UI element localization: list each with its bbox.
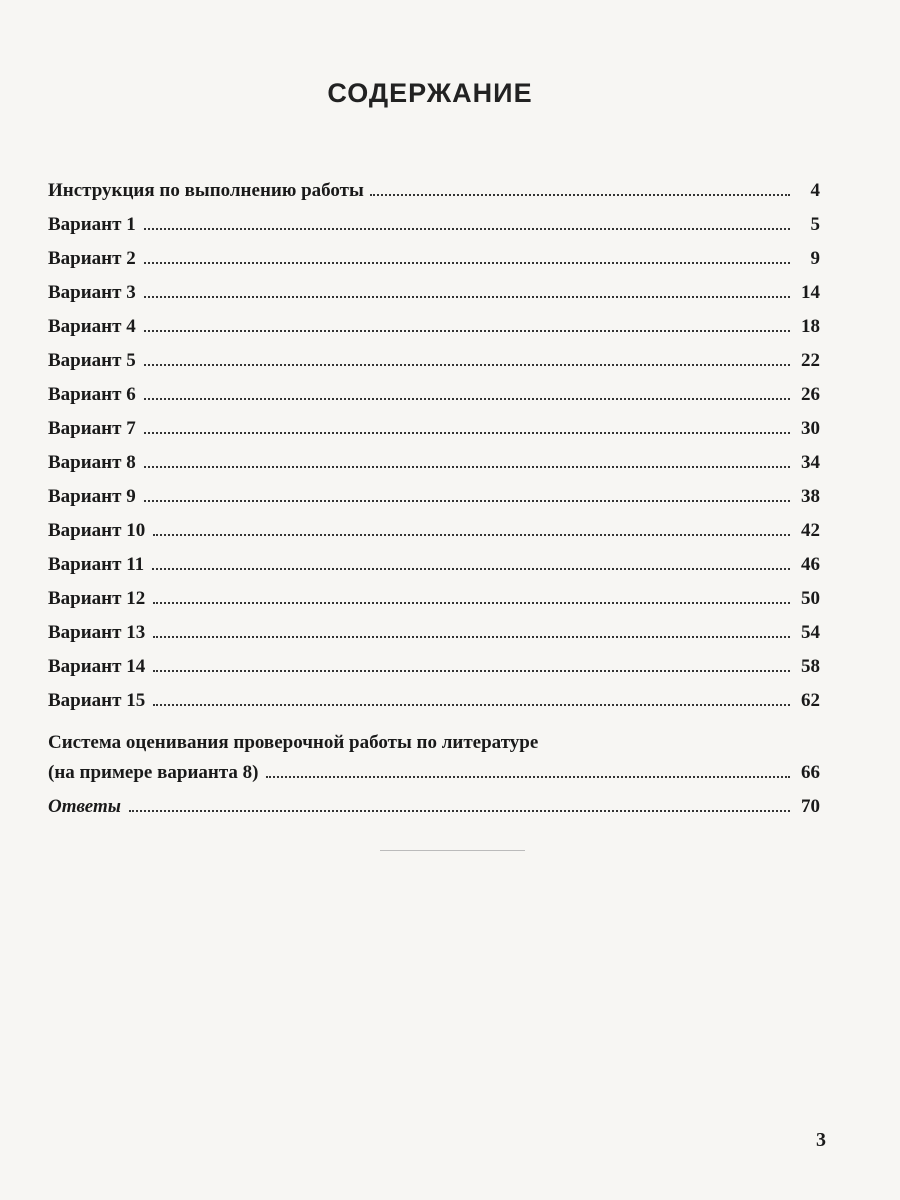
toc-entry-page: 18 xyxy=(801,316,820,337)
toc-entry-label: Вариант 5 xyxy=(48,350,136,371)
toc-entry-page: 46 xyxy=(801,554,820,575)
toc-entry-variant-8[interactable] xyxy=(48,452,820,486)
dot-leader xyxy=(153,533,790,536)
toc-entry-variant-12[interactable] xyxy=(48,588,820,622)
dot-leader xyxy=(144,499,790,502)
toc-entry-page: 70 xyxy=(801,796,820,817)
toc-entry-label: Вариант 13 xyxy=(48,622,146,643)
dot-leader xyxy=(144,227,790,230)
toc-entry-assessment[interactable] xyxy=(48,724,820,796)
toc-entry-variant-9[interactable] xyxy=(48,486,820,520)
toc-entry-page: 9 xyxy=(810,248,820,269)
dot-leader xyxy=(144,465,790,468)
toc-entry-page: 42 xyxy=(801,520,820,541)
toc-entry-label: Вариант 1 xyxy=(48,214,136,235)
toc-entry-variant-11[interactable] xyxy=(48,554,820,588)
toc-entry-label: Вариант 14 xyxy=(48,656,146,677)
toc-entry-label: Вариант 2 xyxy=(48,248,136,269)
toc-entry-variant-15[interactable] xyxy=(48,690,820,724)
toc-entry-page: 14 xyxy=(801,282,820,303)
toc-entry-label: Вариант 11 xyxy=(48,554,145,575)
dot-leader xyxy=(144,431,790,434)
toc-entry-page: 50 xyxy=(801,588,820,609)
page-title: СОДЕРЖАНИЕ xyxy=(327,78,533,108)
dot-leader xyxy=(152,567,790,570)
toc-entry-page: 26 xyxy=(801,384,820,405)
toc-entry-label: Вариант 3 xyxy=(48,282,136,303)
toc-entry-variant-14[interactable] xyxy=(48,656,820,690)
toc-entry-answers[interactable] xyxy=(48,796,820,830)
page-number: 3 xyxy=(816,1129,826,1151)
toc-entry-label-continued: (на примере варианта 8) xyxy=(48,762,259,783)
dot-leader xyxy=(144,295,790,298)
table-of-contents xyxy=(48,180,820,830)
dot-leader xyxy=(153,601,790,604)
toc-entry-assessment-continuation xyxy=(48,762,820,796)
toc-entry-page: 22 xyxy=(801,350,820,371)
toc-entry-label: Вариант 7 xyxy=(48,418,136,439)
divider xyxy=(380,850,525,851)
toc-entry-page: 58 xyxy=(801,656,820,677)
dot-leader xyxy=(153,635,790,638)
toc-entry-page: 38 xyxy=(801,486,820,507)
dot-leader xyxy=(144,363,790,366)
toc-entry-label: Ответы xyxy=(48,796,121,817)
toc-entry-variant-3[interactable] xyxy=(48,282,820,316)
toc-entry-label: Вариант 6 xyxy=(48,384,136,405)
dot-leader xyxy=(266,775,790,778)
toc-entry-page: 66 xyxy=(801,762,820,783)
dot-leader xyxy=(144,261,790,264)
toc-entry-page: 30 xyxy=(801,418,820,439)
toc-entry-page: 4 xyxy=(810,180,820,201)
toc-entry-label: Инструкция по выполнению работы xyxy=(48,180,364,201)
dot-leader xyxy=(144,329,790,332)
toc-entry-variant-7[interactable] xyxy=(48,418,820,452)
dot-leader xyxy=(129,809,790,812)
toc-entry-variant-4[interactable] xyxy=(48,316,820,350)
toc-entry-variant-1[interactable] xyxy=(48,214,820,248)
toc-entry-variant-13[interactable] xyxy=(48,622,820,656)
toc-entry-label: Система оценивания проверочной работы по литературе xyxy=(48,732,539,753)
toc-entry-label: Вариант 9 xyxy=(48,486,136,507)
dot-leader xyxy=(370,193,790,196)
toc-entry-variant-6[interactable] xyxy=(48,384,820,418)
toc-entry-page: 5 xyxy=(810,214,820,235)
toc-entry-instructions[interactable] xyxy=(48,180,820,214)
toc-entry-label: Вариант 12 xyxy=(48,588,146,609)
toc-entry-variant-2[interactable] xyxy=(48,248,820,282)
toc-entry-label: Вариант 8 xyxy=(48,452,136,473)
toc-entry-label: Вариант 4 xyxy=(48,316,136,337)
toc-entry-variant-5[interactable] xyxy=(48,350,820,384)
toc-entry-variant-10[interactable] xyxy=(48,520,820,554)
dot-leader xyxy=(153,669,790,672)
dot-leader xyxy=(144,397,790,400)
toc-entry-page: 62 xyxy=(801,690,820,711)
dot-leader xyxy=(153,703,790,706)
toc-entry-label: Вариант 15 xyxy=(48,690,146,711)
toc-entry-page: 34 xyxy=(801,452,820,473)
toc-entry-page: 54 xyxy=(801,622,820,643)
toc-entry-label: Вариант 10 xyxy=(48,520,146,541)
